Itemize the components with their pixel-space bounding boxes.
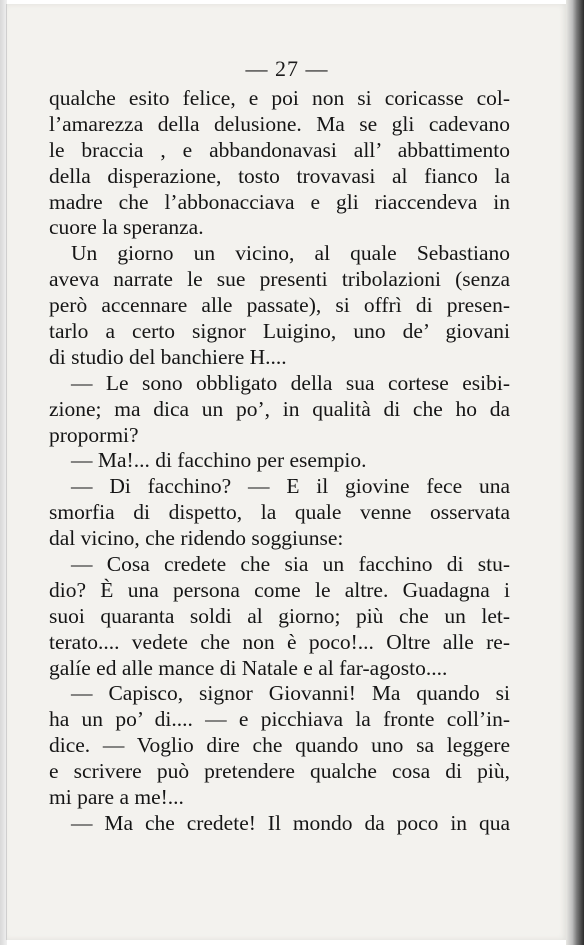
body-text xyxy=(49,86,510,837)
text-line: dice. — Voglio dire che quando uno sa leggere xyxy=(49,733,510,758)
text-line: della disperazione, tosto trovavasi al fianco la xyxy=(49,163,510,188)
text-line: dal vicino, che ridendo soggiunse: xyxy=(49,526,344,551)
text-line: propormi? xyxy=(49,422,139,447)
text-line: — Capisco, signor Giovanni! Ma quando si xyxy=(71,681,510,706)
text-line: mi pare a me!... xyxy=(49,785,184,810)
text-line: le braccia , e abbandonavasi all’ abbattimento xyxy=(49,137,510,162)
text-line: Un giorno un vicino, al quale Sebastiano xyxy=(71,241,510,266)
text-line: suoi quaranta soldi al giorno; più che un let- xyxy=(49,603,510,628)
text-line: dio? È una persona come le altre. Guadagna i xyxy=(49,577,510,602)
page-number: — 27 — xyxy=(245,56,329,81)
text-line: — Le sono obbligato della sua cortese esibi- xyxy=(71,370,510,395)
text-line: aveva narrate le sue presenti tribolazioni (senza xyxy=(49,267,510,292)
text-line: tarlo a certo signor Luigino, uno de’ giovani xyxy=(49,319,510,344)
text-line: di studio del banchiere H.... xyxy=(49,344,287,369)
text-line: qualche esito felice, e poi non si coricasse col- xyxy=(49,86,510,110)
text-line: madre che l’abbonacciava e gli riaccendeva in xyxy=(49,189,510,214)
text-line: — Ma!... di facchino per esempio. xyxy=(71,448,367,473)
text-line: e scrivere può pretendere qualche cosa di più, xyxy=(49,759,510,784)
text-line: smorfia di dispetto, la quale venne osservata xyxy=(49,500,510,525)
text-line: — Ma che credete! Il mondo da poco in qua xyxy=(71,810,510,835)
book-page xyxy=(6,4,567,940)
text-line: terato.... vedete che non è poco!... Oltre alle re- xyxy=(49,629,510,654)
text-line: — Di facchino? — E il giovine fece una xyxy=(71,474,510,499)
text-line: zione; ma dica un po’, in qualità di che ho da xyxy=(49,396,510,421)
page-edge-stack xyxy=(566,0,584,945)
text-line: ha un po’ di.... — e picchiava la fronte coll’in- xyxy=(49,707,510,732)
text-line: però accennare alle passate), si offrì di presen- xyxy=(49,293,510,318)
text-line: l’amarezza della delusione. Ma se gli cadevano xyxy=(49,111,510,136)
text-line: — Cosa credete che sia un facchino di stu- xyxy=(71,552,510,577)
text-line: galíe ed alle mance di Natale e al far-agosto.... xyxy=(49,655,448,680)
text-line: cuore la speranza. xyxy=(49,215,204,240)
